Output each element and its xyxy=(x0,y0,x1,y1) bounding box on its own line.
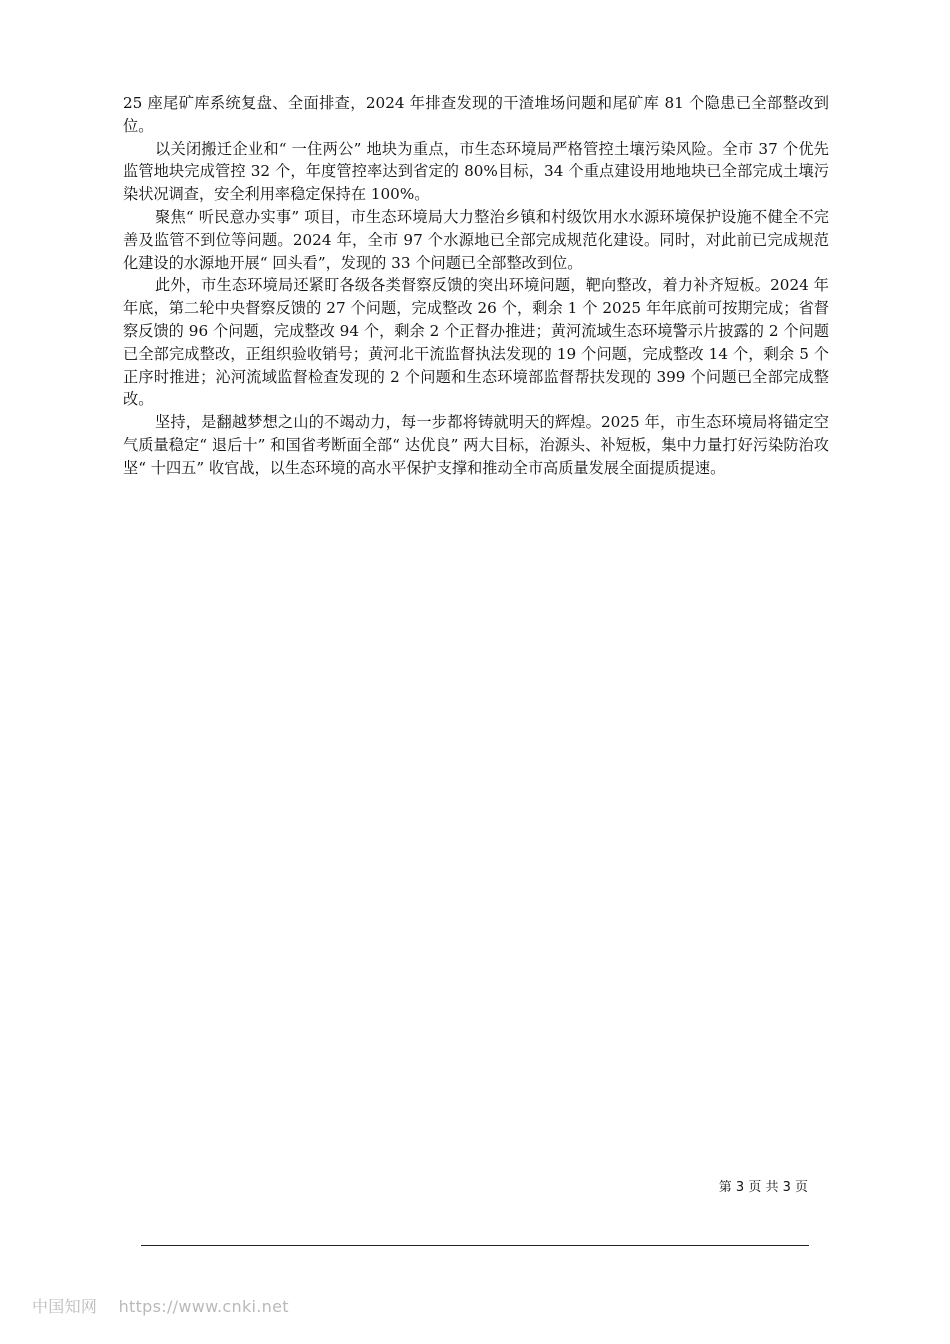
watermark xyxy=(32,1294,289,1317)
paragraph-inspection-feedback: 此外，市生态环境局还紧盯各级各类督察反馈的突出环境问题，靶向整改，着力补齐短板。2024 年年底，第二轮中央督察反馈的 27 个问题，完成整改 26 个，剩余 1 个 2025 年年底前可按期完成；省督察反馈的 96 个问题，完成整改 94 个，剩余 2 个正督办推进；黄河流域生态环境警示片披露的 2 个问题已全部完成整改，正组织验收销号；黄河北干流监督执法发现的 19 个问题，完成整改 14 个，剩余 5 个正序时推进；沁河流域监督检查发现的 2 个问题和生态环境部监督帮扶发现的 399 个问题已全部完成整改。 xyxy=(123,276,829,409)
paragraph-water-source: 聚焦“ 听民意办实事” 项目，市生态环境局大力整治乡镇和村级饮用水水源环境保护设施不健全不完善及监管不到位等问题。2024 年，全市 97 个水源地已全部完成规范化建设。同时，对此前已完成规范化建设的水源地开展“ 回头看”，发现的 33 个问题已全部整改到位。 xyxy=(123,207,829,272)
article-body xyxy=(123,92,829,480)
watermark-brand: 中国知网 xyxy=(32,1297,98,1316)
paragraph-conclusion: 坚持，是翻越梦想之山的不竭动力，每一步都将铸就明天的辉煌。2025 年，市生态环境局将锚定空气质量稳定“ 退后十” 和国省考断面全部“ 达优良” 两大目标，治源头、补短板，集中力量打好污染防治攻坚“ 十四五” 收官战，以生态环境的高水平保护支撑和推动全市高质量发展全面提质提速。 xyxy=(123,413,829,477)
page-number: 第 3 页 共 3 页 xyxy=(718,1180,808,1195)
paragraph-continued: 25 座尾矿库系统复盘、全面排查，2024 年排查发现的干渣堆场问题和尾矿库 81 个隐患已全部整改到位。 xyxy=(123,94,829,135)
paragraph-soil-pollution: 以关闭搬迁企业和“ 一住两公” 地块为重点，市生态环境局严格管控土壤污染风险。全市 37 个优先监管地块完成管控 32 个，年度管控率达到省定的 80%目标，34 个重点建设用地地块已全部完成土壤污染状况调查，安全利用率稳定保持在 100%。 xyxy=(123,139,829,204)
footer-divider xyxy=(141,1245,809,1246)
watermark-url: https://www.cnki.net xyxy=(118,1297,289,1316)
